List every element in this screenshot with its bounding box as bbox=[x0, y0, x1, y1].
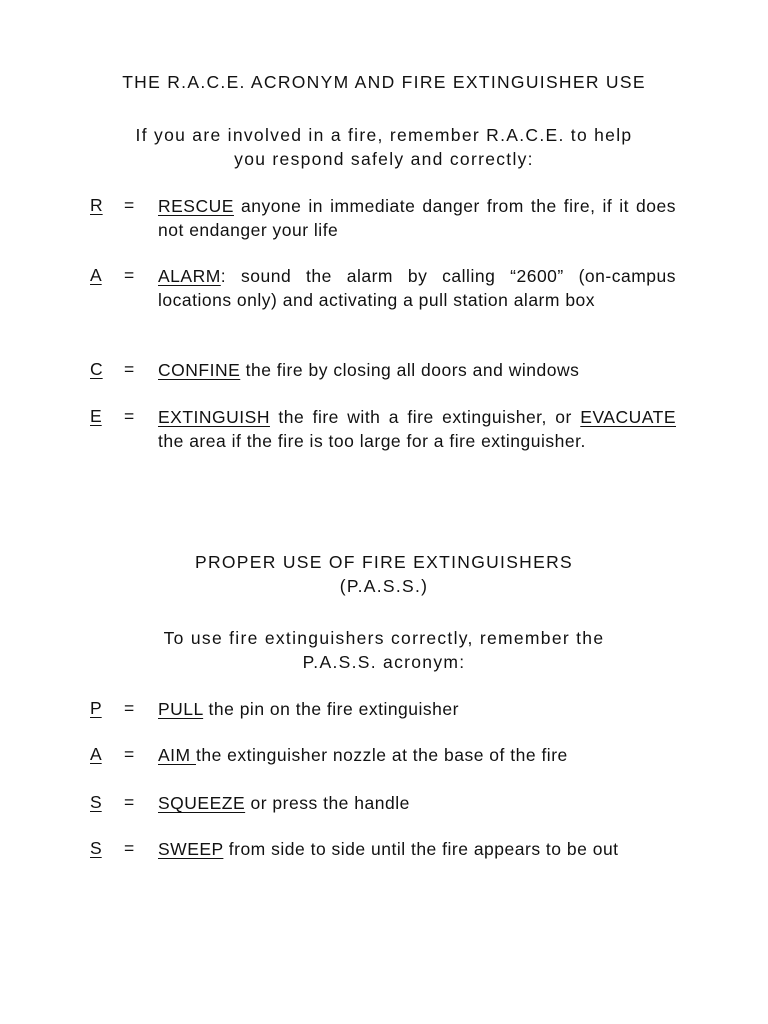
pass-intro-line-1: To use fire extinguishers correctly, remember the bbox=[163, 628, 605, 648]
item-text: from side to side until the fire appears to be out bbox=[223, 839, 619, 859]
item-equals: = bbox=[124, 195, 135, 215]
item-keyword: CONFINE bbox=[158, 360, 241, 380]
item-text: the pin on the fire extinguisher bbox=[203, 699, 459, 719]
item-text: the extinguisher nozzle at the base of the fire bbox=[195, 745, 568, 765]
race-intro-line-2: you respond safely and correctly: bbox=[234, 149, 534, 169]
item-keyword: PULL bbox=[158, 699, 204, 719]
pass-title-line-2: (P.A.S.S.) bbox=[339, 576, 429, 596]
item-text-2: the area if the fire is too large for a fire extinguisher. bbox=[158, 430, 586, 451]
item-letter: A bbox=[90, 744, 102, 764]
item-body bbox=[158, 406, 676, 453]
item-body bbox=[158, 265, 676, 312]
race-intro bbox=[60, 123, 708, 171]
item-equals: = bbox=[124, 359, 135, 379]
item-keyword: SQUEEZE bbox=[158, 793, 246, 813]
item-body bbox=[158, 359, 676, 383]
item-equals: = bbox=[124, 265, 135, 285]
item-equals: = bbox=[124, 744, 135, 764]
item-keyword: SWEEP bbox=[158, 839, 224, 859]
item-equals: = bbox=[124, 792, 135, 812]
item-keyword-2: EVACUATE bbox=[580, 407, 676, 427]
item-keyword: RESCUE bbox=[158, 196, 234, 216]
item-letter: A bbox=[90, 265, 102, 285]
item-text: the fire with a fire extinguisher, or bbox=[269, 407, 572, 427]
item-body bbox=[158, 792, 676, 816]
item-equals: = bbox=[124, 406, 135, 426]
race-title-text: THE R.A.C.E. ACRONYM AND FIRE EXTINGUISHER USE bbox=[122, 72, 646, 92]
item-text: or press the handle bbox=[245, 793, 410, 813]
item-keyword: ALARM bbox=[158, 266, 221, 286]
race-intro-line-1: If you are involved in a fire, remember R.A.C.E. to help bbox=[135, 125, 633, 145]
item-letter: S bbox=[90, 838, 102, 858]
item-equals: = bbox=[124, 838, 135, 858]
item-keyword: EXTINGUISH bbox=[158, 407, 270, 427]
pass-title bbox=[60, 550, 708, 598]
item-keyword: AIM bbox=[158, 745, 196, 765]
pass-title-line-1: PROPER USE OF FIRE EXTINGUISHERS bbox=[194, 552, 574, 572]
pass-intro-line-2: P.A.S.S. acronym: bbox=[302, 652, 466, 672]
item-text: : sound the alarm by calling “2600” (on-campus locations only) and activating a pull station alarm box bbox=[158, 266, 676, 310]
item-letter: R bbox=[90, 195, 103, 215]
item-equals: = bbox=[124, 698, 135, 718]
item-body bbox=[158, 838, 676, 862]
item-letter: P bbox=[90, 698, 102, 718]
item-body bbox=[158, 195, 676, 242]
item-text: the fire by closing all doors and windows bbox=[240, 360, 580, 380]
item-letter: S bbox=[90, 792, 102, 812]
race-title bbox=[60, 70, 708, 94]
item-body bbox=[158, 744, 676, 768]
item-body bbox=[158, 698, 676, 722]
pass-intro bbox=[60, 626, 708, 674]
item-letter: C bbox=[90, 359, 103, 379]
item-letter: E bbox=[90, 406, 102, 426]
item-text: anyone in immediate danger from the fire, if it does not endanger your life bbox=[158, 196, 676, 240]
